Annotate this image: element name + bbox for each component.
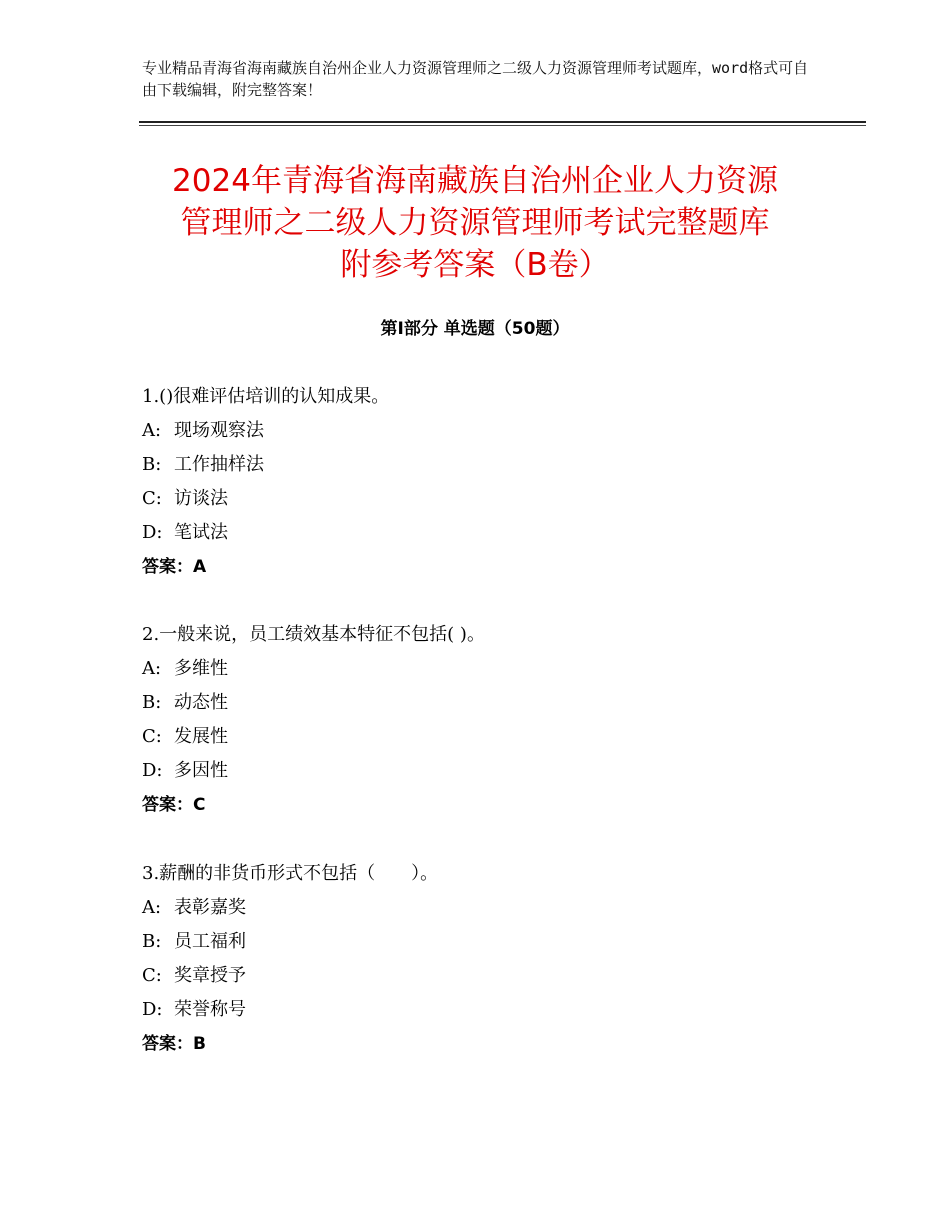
option-key: D: [142, 999, 163, 1020]
option-text: 多因性 [174, 760, 228, 781]
question-stem: 2.一般来说，员工绩效基本特征不包括( )。 [142, 624, 485, 645]
option-d [142, 516, 842, 550]
document-title [120, 160, 830, 286]
header-divider-thin [139, 125, 866, 126]
option-key: B: [142, 692, 162, 713]
section-title: 第Ⅰ部分 单选题（50题） [380, 319, 570, 339]
option-b [142, 448, 842, 482]
option-d [142, 993, 842, 1027]
answer: 答案：A [142, 557, 207, 577]
option-text: 访谈法 [174, 488, 228, 509]
question-stem: 3.薪酬的非货币形式不包括（ ）。 [142, 863, 439, 884]
option-text: 奖章授予 [174, 965, 246, 986]
option-text: 多维性 [174, 658, 228, 679]
option-b [142, 686, 842, 720]
option-text: 荣誉称号 [174, 999, 246, 1020]
question-3 [142, 857, 842, 1061]
option-text: 工作抽样法 [174, 454, 264, 475]
answer: 答案：C [142, 795, 206, 815]
option-text: 发展性 [174, 726, 228, 747]
option-text: 笔试法 [174, 522, 228, 543]
option-key: B: [142, 454, 162, 475]
option-a [142, 652, 842, 686]
title-line-2: 管理师之二级人力资源管理师考试完整题库 [180, 205, 770, 241]
header-note: 专业精品青海省海南藏族自治州企业人力资源管理师之二级人力资源管理师考试题库，word格式可自由下载编辑，附完整答案！ [142, 59, 809, 99]
option-text: 员工福利 [174, 931, 246, 952]
question-stem: 1.()很难评估培训的认知成果。 [142, 386, 390, 407]
option-key: D: [142, 522, 163, 543]
option-key: C: [142, 488, 162, 509]
option-c [142, 482, 842, 516]
option-key: A: [142, 420, 162, 441]
option-key: D: [142, 760, 163, 781]
question-1 [142, 380, 842, 584]
option-b [142, 925, 842, 959]
option-text: 现场观察法 [174, 420, 264, 441]
option-a [142, 414, 842, 448]
option-text: 动态性 [174, 692, 228, 713]
option-key: A: [142, 897, 162, 918]
option-a [142, 891, 842, 925]
question-2 [142, 618, 842, 822]
header-divider-thick [139, 121, 866, 123]
option-key: B: [142, 931, 162, 952]
option-text: 表彰嘉奖 [174, 897, 246, 918]
option-c [142, 720, 842, 754]
option-key: C: [142, 965, 162, 986]
answer: 答案：B [142, 1034, 206, 1054]
option-d [142, 754, 842, 788]
title-line-1: 2024年青海省海南藏族自治州企业人力资源 [172, 163, 778, 199]
option-key: A: [142, 658, 162, 679]
option-c [142, 959, 842, 993]
option-key: C: [142, 726, 162, 747]
title-line-3: 附参考答案（B卷） [340, 247, 610, 283]
